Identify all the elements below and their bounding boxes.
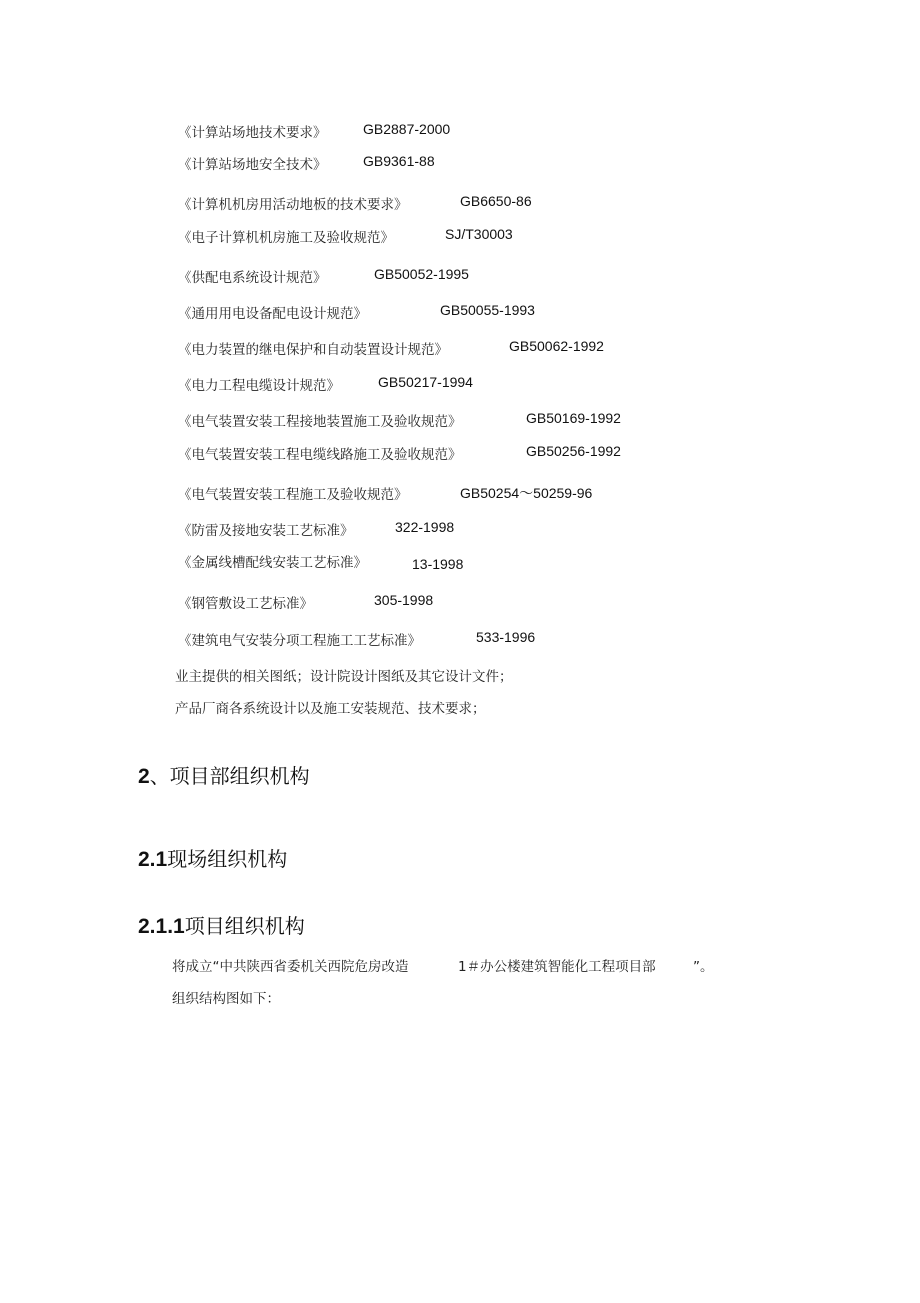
standard-title: 《电力工程电缆设计规范》: [178, 378, 340, 394]
standard-title: 《电气装置安装工程电缆线路施工及验收规范》: [178, 447, 462, 463]
standard-code: GB6650-86: [460, 193, 532, 209]
section-number: 2: [138, 765, 150, 788]
standard-title: 《供配电系统设计规范》: [178, 270, 327, 286]
standard-code: GB2887-2000: [363, 121, 451, 137]
section-heading-2: [138, 760, 310, 789]
standard-code: 13-1998: [412, 556, 464, 572]
section-title: 、项目部组织机构: [149, 764, 310, 788]
standard-row: [0, 410, 920, 430]
standard-title: 《建筑电气安装分项工程施工工艺标准》: [178, 633, 421, 649]
standard-code: GB50254～50259-96: [460, 485, 593, 501]
intro-text-start: 将成立“中共陕西省委机关西院危房改造: [172, 959, 409, 975]
intro-text-project: 1＃办公楼建筑智能化工程项目部: [458, 959, 656, 975]
standard-row: [0, 266, 920, 286]
standard-row: [0, 302, 920, 322]
standard-code: GB50169-1992: [526, 410, 621, 426]
standard-row: [0, 629, 920, 649]
standard-code: 322-1998: [395, 519, 455, 535]
chart-caption: 组织结构图如下：: [172, 991, 280, 1007]
section-heading-2-1-1: [138, 910, 305, 939]
intro-text-end: ”。: [693, 959, 714, 975]
standard-title: 《金属线槽配线安装工艺标准》: [178, 555, 367, 571]
standard-code: 305-1998: [374, 592, 434, 608]
standard-code: SJ/T30003: [445, 226, 513, 242]
standard-row: [0, 193, 920, 213]
section-title: 现场组织机构: [167, 847, 288, 871]
note-line: 产品厂商各系统设计以及施工安装规范、技术要求；: [175, 701, 486, 717]
standard-row: [0, 226, 920, 246]
standard-row: [0, 374, 920, 394]
standard-title: 《计算站场地技术要求》: [178, 125, 327, 141]
standard-code: GB9361-88: [363, 153, 435, 169]
standard-code: GB50055-1993: [440, 302, 535, 318]
standard-title: 《计算站场地安全技术》: [178, 157, 327, 173]
standard-code: GB50052-1995: [374, 266, 469, 282]
standard-title: 《电子计算机机房施工及验收规范》: [178, 230, 394, 246]
section-heading-2-1: [138, 843, 287, 872]
standard-title: 《电力装置的继电保护和自动装置设计规范》: [178, 342, 448, 358]
section-title: 项目组织机构: [184, 914, 305, 938]
section-number: 2.1: [138, 848, 168, 871]
standard-code: 533-1996: [476, 629, 536, 645]
standard-row: [0, 551, 920, 571]
standard-row: [0, 483, 920, 503]
standard-title: 《防雷及接地安装工艺标准》: [178, 523, 354, 539]
standard-row: [0, 519, 920, 539]
standard-title: 《计算机机房用活动地板的技术要求》: [178, 197, 408, 213]
standard-row: [0, 153, 920, 173]
note-line: 业主提供的相关图纸；设计院设计图纸及其它设计文件；: [175, 669, 513, 685]
standard-title: 《通用用电设备配电设计规范》: [178, 306, 367, 322]
standard-row: [0, 443, 920, 463]
standard-row: [0, 338, 920, 358]
standard-title: 《电气装置安装工程施工及验收规范》: [178, 487, 408, 503]
standard-title: 《钢管敷设工艺标准》: [178, 596, 313, 612]
standard-row: [0, 121, 920, 141]
standard-title: 《电气装置安装工程接地装置施工及验收规范》: [178, 414, 462, 430]
standard-code: GB50217-1994: [378, 374, 473, 390]
standard-code: GB50256-1992: [526, 443, 621, 459]
standard-row: [0, 592, 920, 612]
section-number: 2.1.1: [138, 915, 185, 938]
standard-code: GB50062-1992: [509, 338, 604, 354]
